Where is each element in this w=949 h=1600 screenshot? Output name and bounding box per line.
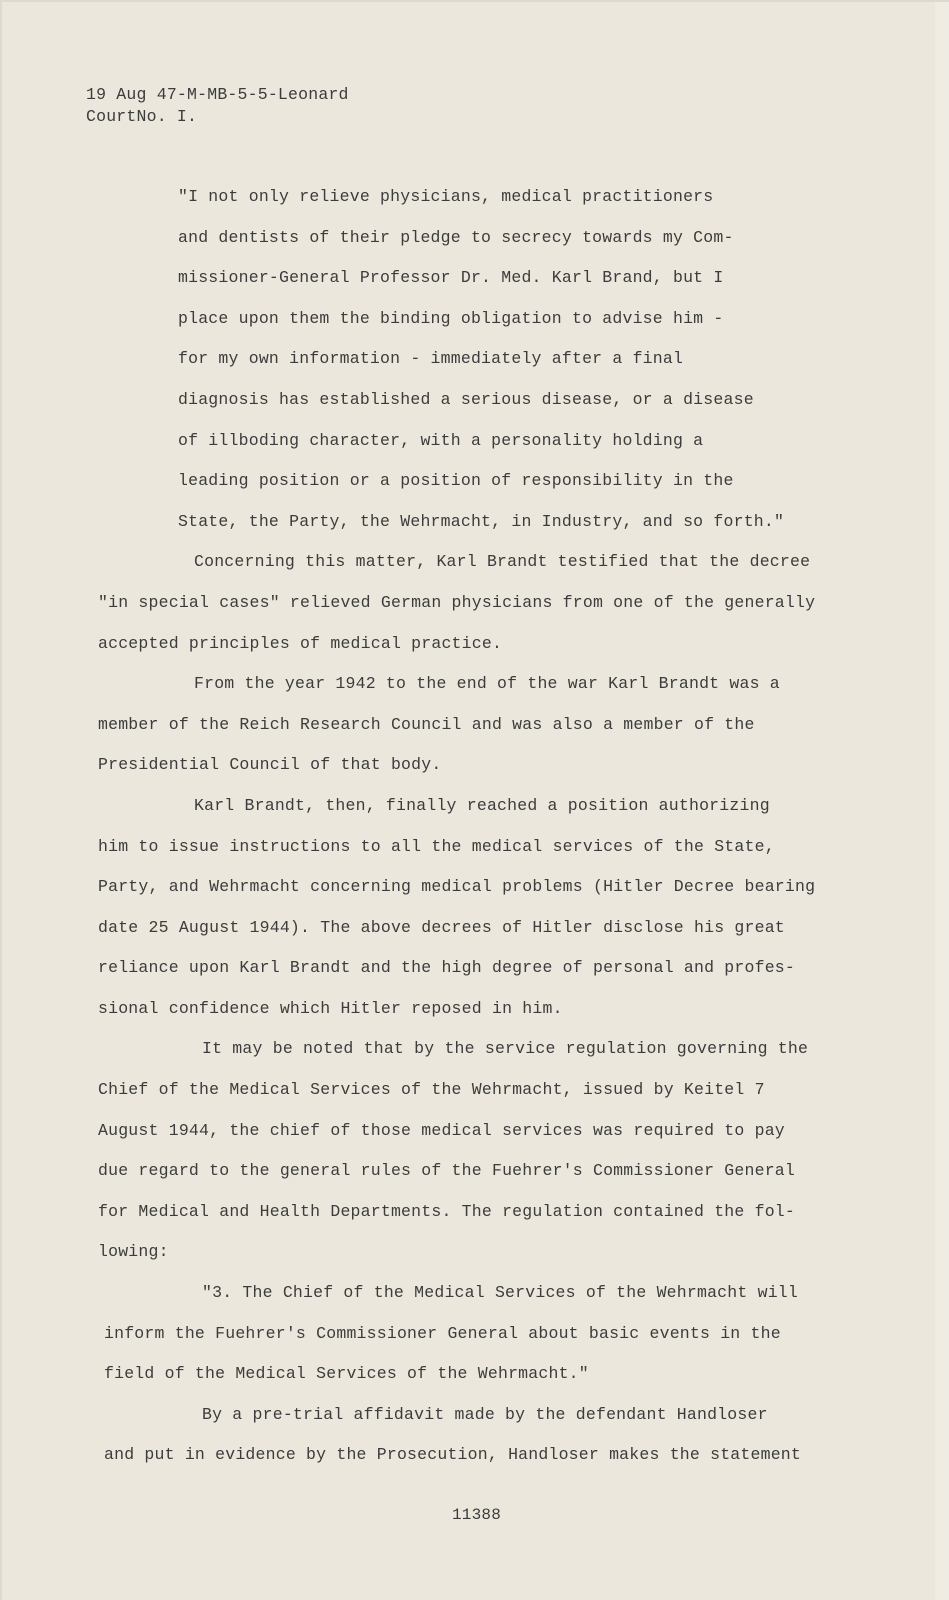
text-line: member of the Reich Research Council and was also a member of the — [98, 714, 755, 734]
text-line: accepted principles of medical practice. — [98, 633, 503, 653]
text-line: inform the Fuehrer's Commissioner General about basic events in the — [104, 1323, 781, 1343]
text-line: for Medical and Health Departments. The regulation contained the fol- — [98, 1201, 796, 1221]
text-line: missioner-General Professor Dr. Med. Karl Brand, but I — [178, 268, 724, 288]
text-line: and put in evidence by the Prosecution, Handloser makes the statement — [104, 1445, 802, 1465]
text-line: August 1944, the chief of those medical services was required to pay — [98, 1120, 785, 1140]
text-line: Presidential Council of that body. — [98, 755, 442, 775]
text-line: Karl Brandt, then, finally reached a position authorizing — [194, 795, 770, 815]
text-line: place upon them the binding obligation to advise him - — [178, 308, 724, 328]
document-header — [86, 84, 349, 128]
text-line: leading position or a position of responsibility in the — [178, 471, 734, 491]
quote-block-2 — [98, 1273, 833, 1395]
text-line: It may be noted that by the service regulation governing the — [202, 1039, 809, 1059]
text-line: "I not only relieve physicians, medical practitioners — [178, 187, 714, 206]
text-line: diagnosis has established a serious disease, or a disease — [178, 389, 754, 409]
text-line: Concerning this matter, Karl Brandt testified that the decree — [194, 552, 811, 572]
text-line: By a pre-trial affidavit made by the defendant Handloser — [202, 1404, 768, 1424]
text-line: due regard to the general rules of the Fuehrer's Commissioner General — [98, 1161, 796, 1181]
paragraph-3 — [98, 786, 833, 1030]
text-line: State, the Party, the Wehrmacht, in Industry, and so forth." — [178, 511, 785, 531]
text-line: sional confidence which Hitler reposed in him. — [98, 998, 563, 1018]
header-date-line: 19 Aug 47-M-MB-5-5-Leonard — [86, 85, 349, 104]
text-line: Chief of the Medical Services of the Wehrmacht, issued by Keitel 7 — [98, 1080, 765, 1100]
text-line: "3. The Chief of the Medical Services of the Wehrmacht will — [202, 1283, 798, 1303]
paragraph-5 — [98, 1395, 833, 1476]
text-line: lowing: — [98, 1242, 169, 1262]
text-line: and dentists of their pledge to secrecy towards my Com- — [178, 227, 734, 247]
paragraph-1 — [98, 542, 833, 664]
document-body — [98, 177, 833, 1476]
header-court-line: CourtNo. I. — [86, 107, 198, 126]
text-line: him to issue instructions to all the medical services of the State, — [98, 836, 775, 856]
text-line: reliance upon Karl Brandt and the high degree of personal and profes- — [98, 958, 796, 978]
paragraph-4 — [98, 1029, 833, 1273]
text-line: for my own information - immediately after a final — [178, 349, 684, 369]
text-line: From the year 1942 to the end of the war Karl Brandt was a — [194, 674, 780, 694]
text-line: date 25 August 1944). The above decrees of Hitler disclose his great — [98, 917, 785, 937]
page-number: 11388 — [451, 1506, 501, 1524]
page-edge — [935, 2, 949, 1600]
quote-block-1 — [98, 177, 833, 542]
text-line: of illboding character, with a personality holding a — [178, 430, 704, 450]
text-line: Party, and Wehrmacht concerning medical problems (Hitler Decree bearing — [98, 877, 816, 897]
text-line: field of the Medical Services of the Wehrmacht." — [104, 1364, 589, 1384]
paragraph-2 — [98, 664, 833, 786]
text-line: "in special cases" relieved German physicians from one of the generally — [98, 592, 816, 612]
